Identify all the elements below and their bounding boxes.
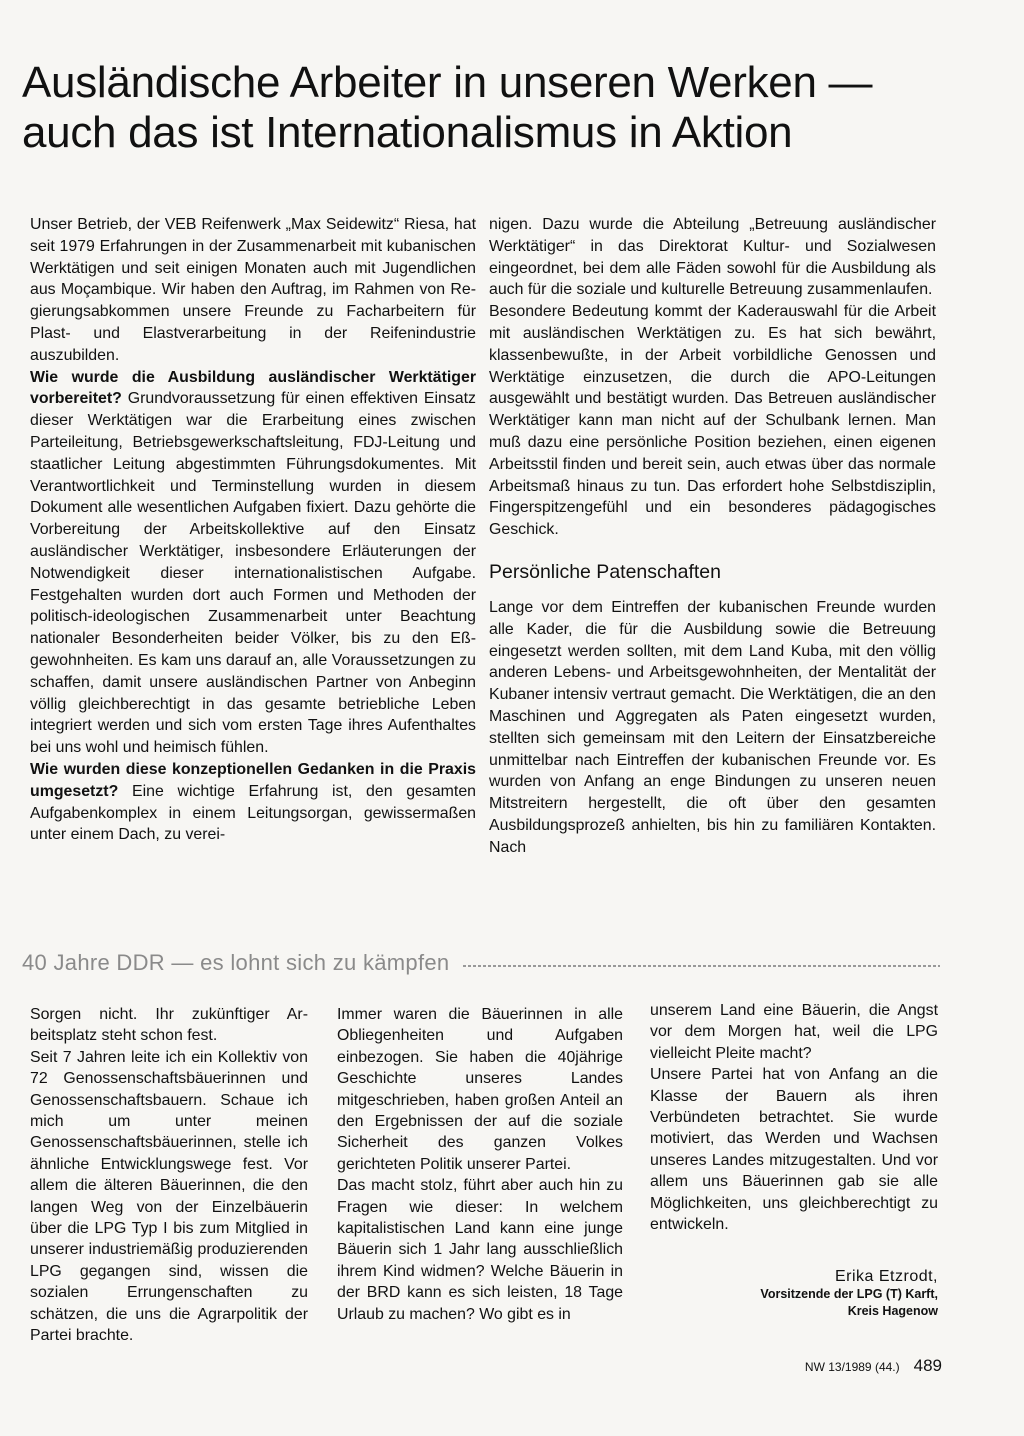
headline-line-2: auch das ist Internationalismus in Aktion [22, 108, 793, 157]
author-name: Erika Etzrodt, [834, 1268, 938, 1285]
lower-column-2 [337, 1004, 623, 1325]
page-footer [742, 1356, 942, 1376]
banner-text: 40 Jahre DDR — es lohnt sich zu kämpfen [22, 950, 450, 975]
paragraph: Das macht stolz, führt aber auch hin zu Fragen wie dieser: In welchem kapitalistischen Land kann eine junge Bäuerin sich 1 Jahr lang ausschließlich ihrem Kind widmen? Welche Bäuerin in der BRD kann es sich leisten, 18 Tage Urlaub zu machen? Wo gibt es in [337, 1177, 623, 1323]
lower-column-3 [650, 1000, 938, 1235]
paragraph: Unsere Partei hat von Anfang an die Klasse der Bauern als ihren Verbündeten betrachtet. Sie wurde motiviert, das Werden und Wachsen unseres Landes mitzugestalten. Und vor allem uns Bäuerinnen gab sie alle Möglichkeiten, uns gleichberechtigt zu entwickeln. [650, 1066, 938, 1234]
anniversary-banner [22, 946, 940, 980]
article-headline [22, 58, 982, 158]
paragraph-with-question [30, 367, 476, 759]
article-column-2 [489, 214, 936, 859]
section-subheading: Persönliche Patenschaften [489, 560, 721, 583]
banner-dotted-rule [463, 965, 940, 967]
paragraph-text: Eine wichtige Erfahrung ist, den gesamten Aufgabenkomplex in einem Leitungsorgan, gewissermaßen unter einem Dach, zu verei- [30, 782, 476, 844]
paragraph: Lange vor dem Eintreffen der kubanischen Freunde wurden alle Kader, die für die Ausbildung sowie die Betreuung eingesetzt werden sollten, mit dem Land Kuba, mit den völlig anderen Lebens- und Arbeitsgewohnheiten, der Mentalität der Kubaner intensiv vertraut gemacht. Die Werktätigen, die an den Maschinen und Aggregaten als Paten eingesetzt wurden, stellten sich gemeinsam mit den Leitern der Einsatzbereiche unmittelbar nach Eintreffen der kubanischen Freunde vor. Es wurden von Anfang an enge Bindungen zu unseren neuen Mitstreitern hergestellt, die oft über den gesamten Ausbildungsprozeß anhielten, bis hin zu familiären Kontakten. Nach [489, 598, 936, 856]
paragraph: unserem Land eine Bäuerin, die Angst vor dem Morgen hat, weil die LPG vielleicht Pleite macht? [650, 1002, 938, 1062]
paragraph: Immer waren die Bäuerinnen in alle Obliegenheiten und Aufgaben einbezogen. Sie haben die 40jährige Geschichte unseres Landes mitgeschrieben, haben großen Anteil an den Ergebnissen der auf die soziale Sicherheit des ganzen Volkes gerichteten Politik unserer Partei. [337, 1006, 623, 1173]
author-signature [728, 1268, 938, 1320]
author-role: Vorsitzende der LPG (T) Karft, Kreis Hagenow [760, 1287, 938, 1318]
paragraph-text: Grundvoraussetzung für einen effektiven Einsatz dieser Werktätigen war die Erarbeitung eines zwischen Parteileitung, Betriebsgewerkschaftsleitung, FDJ-Leitung und staatlicher Leitung abgestimmten Führungsdokumentes. Mit Verantwortlichkeit und Terminstellung wurden in diesem Dokument alle wesentlichen Aufgaben fixiert. Dazu gehörte die Vorbereitung der Arbeitskollektive auf den Einsatz ausländischer Werktätiger, insbesondere Erläuterungen der Notwendigkeit dieser internationalistischen Aufgabe. Festgehalten wurden dort auch Formen und Methoden der politisch-ideologischen Zusammenarbeit unter Beachtung nationaler Besonderheiten beider Völker, bis zu den Eßgewohnheiten. Es kam uns darauf an, alle Voraussetzungen zu schaffen, damit unsere ausländischen Partner von Anbeginn völlig gleichberechtigt in das gesamte betriebliche Leben integriert werden und sich vom ersten Tage ihres Aufenthaltes bei uns wohl und heimisch fühlen. [30, 390, 476, 757]
page-number: 489 [913, 1356, 942, 1375]
paragraph: nigen. Dazu wurde die Abteilung „Betreuung ausländischer Werktätiger“ in das Direktorat Kultur- und Sozialwesen eingeordnet, bei dem alle Fäden sowohl für die Ausbildung als auch für die soziale und kulturelle Betreuung zusammenlaufen. [489, 216, 936, 299]
bold-question: Wie wurde die Ausbildung ausländischer Werktätiger vorbereitet? [30, 368, 476, 408]
paragraph: Sorgen nicht. Ihr zukünftiger Arbeitsplatz steht schon fest. [30, 1006, 308, 1045]
paragraph: Seit 7 Jahren leite ich ein Kollektiv von 72 Genossenschaftsbäuerinnen und Genossenschaftsbauern. Schaue ich mich um unter meinen Genossenschaftsbäuerinnen, stelle ich ähnliche Entwicklungswege fest. Vor allem die älteren Bäuerinnen, die den langen Weg von der Einzelbäuerin über die LPG Typ I bis zum Mitglied in unserer industriemäßig produzierenden LPG gegangen sind, wissen die sozialen Errungenschaften zu schätzen, die uns die Agrarpolitik der Partei brachte. [30, 1048, 308, 1345]
headline-line-1: Ausländische Arbeiter in unseren Werken — [22, 58, 873, 107]
paragraph: Unser Betrieb, der VEB Reifenwerk „Max Seidewitz“ Riesa, hat seit 1979 Erfahrungen in der Zusammenarbeit mit kubanischen Werktätigen und seit einigen Monaten auch mit Jugendlichen aus Moçambique. Wir haben den Auftrag, im Rahmen von Regierungsabkommen unsere Freunde zu Facharbeitern für Plast- und Elastverarbeitung in der Reifenindustrie auszubilden. [30, 216, 476, 364]
issue-reference: NW 13/1989 (44.) [804, 1360, 900, 1374]
bold-question: Wie wurden diese konzeptionellen Gedanken in die Praxis umgesetzt? [30, 760, 476, 800]
paragraph-with-question [30, 759, 476, 846]
paragraph: Besondere Bedeutung kommt der Kaderauswahl für die Arbeit mit ausländischen Werktätigen zu. Es hat sich bewährt, klassenbewußte, in der Arbeit vorbildliche Genossen und Werktätige einzusetzen, die durch die APO-Leitungen ausgewählt und bestätigt wurden. Das Betreuen ausländischer Werktätiger kann man nicht auf der Schulbank lernen. Man muß dazu eine persönliche Position beziehen, einen eigenen Arbeitsstil finden und bereit sein, auch etwas über das normale Arbeitsmaß hinaus zu tun. Das erfordert hohe Selbstdisziplin, Fingerspitzengefühl und ein besonderes pädagogisches Geschick. [489, 303, 936, 539]
article-column-1 [30, 214, 476, 846]
lower-column-1 [30, 1004, 308, 1347]
